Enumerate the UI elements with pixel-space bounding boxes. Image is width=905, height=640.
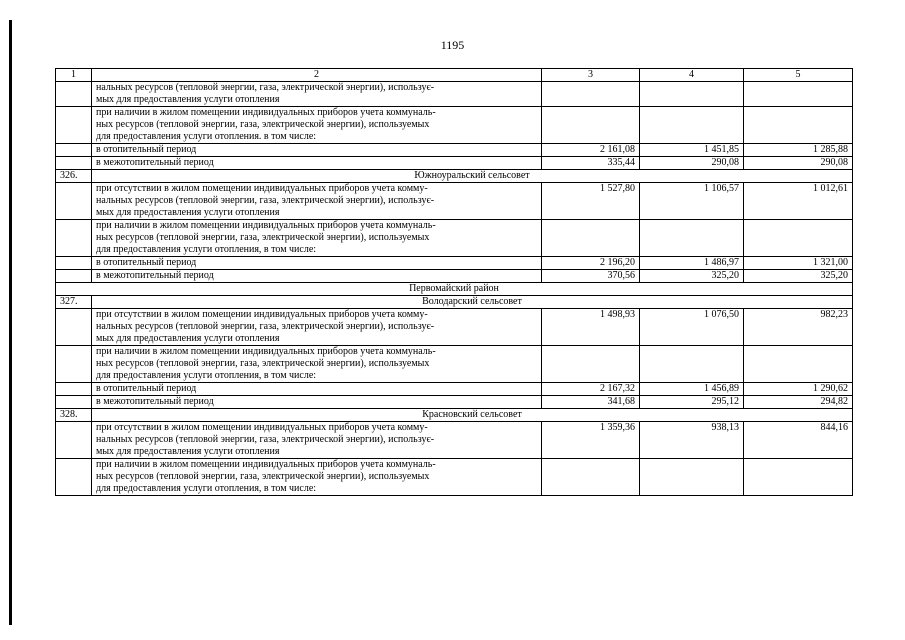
value-cell-c4: 290,08	[640, 157, 744, 170]
description-cell	[92, 346, 542, 383]
description-line: при отсутствии в жилом помещении индивидуальных приборов учета комму-	[96, 422, 428, 433]
row-number-cell	[56, 309, 92, 346]
section-number: 326.	[56, 170, 92, 183]
description-line: нальных ресурсов (тепловой энергии, газа, электрической энергии), использує-	[96, 321, 435, 332]
description-cell	[92, 396, 542, 409]
table-row	[56, 107, 853, 144]
header-cell: 5	[744, 69, 853, 82]
description-cell	[92, 309, 542, 346]
section-title: Южноуральский сельсовет	[92, 170, 853, 183]
description-line: нальных ресурсов (тепловой энергии, газа, электрической энергии), использує-	[96, 82, 435, 93]
description-cell	[92, 144, 542, 157]
value-cell-c3: 2 167,32	[542, 383, 640, 396]
section-row	[56, 296, 853, 309]
table-row	[56, 383, 853, 396]
value-cell-c4: 1 486,97	[640, 257, 744, 270]
value-cell-c4	[640, 346, 744, 383]
value-cell-c3	[542, 82, 640, 107]
description-line: в отопительный период	[96, 257, 197, 268]
value-cell-c3: 370,56	[542, 270, 640, 283]
section-number: 327.	[56, 296, 92, 309]
value-cell-c4	[640, 107, 744, 144]
description-line: ных ресурсов (тепловой энергии, газа, электрической энергии), используемых	[96, 232, 430, 243]
description-line: в отопительный период	[96, 383, 197, 394]
value-cell-c4: 1 106,57	[640, 183, 744, 220]
section-row	[56, 170, 853, 183]
header-cell: 4	[640, 69, 744, 82]
row-number-cell	[56, 183, 92, 220]
table-row	[56, 270, 853, 283]
description-cell	[92, 107, 542, 144]
row-number-cell	[56, 144, 92, 157]
description-line: ных ресурсов (тепловой энергии, газа, электрической энергии), используемых	[96, 119, 430, 130]
table-row	[56, 422, 853, 459]
header-cell: 2	[92, 69, 542, 82]
value-cell-c5	[744, 107, 853, 144]
description-cell	[92, 157, 542, 170]
value-cell-c5: 290,08	[744, 157, 853, 170]
description-line: при отсутствии в жилом помещении индивидуальных приборов учета комму-	[96, 183, 428, 194]
description-line: мых для предоставления услуги отопления	[96, 446, 280, 457]
table-row	[56, 82, 853, 107]
value-cell-c5: 1 285,88	[744, 144, 853, 157]
description-cell	[92, 82, 542, 107]
row-number-cell	[56, 383, 92, 396]
header-row	[56, 69, 853, 82]
value-cell-c5: 294,82	[744, 396, 853, 409]
header-cell: 1	[56, 69, 92, 82]
section-row	[56, 409, 853, 422]
value-cell-c5	[744, 459, 853, 496]
value-cell-c5	[744, 82, 853, 107]
value-cell-c3	[542, 107, 640, 144]
description-line: нальных ресурсов (тепловой энергии, газа, электрической энергии), использує-	[96, 195, 435, 206]
value-cell-c4: 1 451,85	[640, 144, 744, 157]
description-line: в отопительный период	[96, 144, 197, 155]
description-cell	[92, 257, 542, 270]
value-cell-c5	[744, 220, 853, 257]
description-line: мых для предоставления услуги отопления	[96, 94, 280, 105]
description-line: ных ресурсов (тепловой энергии, газа, электрической энергии), используемых	[96, 471, 430, 482]
row-number-cell	[56, 220, 92, 257]
tariff-table	[55, 68, 853, 496]
header-cell: 3	[542, 69, 640, 82]
value-cell-c3: 2 161,08	[542, 144, 640, 157]
description-line: в межотопительный период	[96, 157, 214, 168]
description-cell	[92, 422, 542, 459]
description-line: мых для предоставления услуги отопления	[96, 333, 280, 344]
table-row	[56, 157, 853, 170]
table-row	[56, 220, 853, 257]
description-line: для предоставления услуги отопления, в том числе:	[96, 244, 317, 255]
value-cell-c4: 1 456,89	[640, 383, 744, 396]
table-row	[56, 144, 853, 157]
value-cell-c3	[542, 220, 640, 257]
description-cell	[92, 220, 542, 257]
binding-edge-bar	[9, 20, 12, 625]
value-cell-c4: 1 076,50	[640, 309, 744, 346]
table-row	[56, 396, 853, 409]
value-cell-c3: 335,44	[542, 157, 640, 170]
row-number-cell	[56, 107, 92, 144]
description-cell	[92, 183, 542, 220]
description-line: ных ресурсов (тепловой энергии, газа, электрической энергии), используемых	[96, 358, 430, 369]
row-number-cell	[56, 82, 92, 107]
description-line: мых для предоставления услуги отопления	[96, 207, 280, 218]
section-number: 328.	[56, 409, 92, 422]
description-line: для предоставления услуги отопления, в том числе:	[96, 370, 317, 381]
value-cell-c3: 341,68	[542, 396, 640, 409]
value-cell-c3: 1 527,80	[542, 183, 640, 220]
value-cell-c3: 1 498,93	[542, 309, 640, 346]
description-line: в межотопительный период	[96, 396, 214, 407]
description-cell	[92, 270, 542, 283]
table-row	[56, 183, 853, 220]
description-line: для предоставления услуги отопления, в том числе:	[96, 483, 317, 494]
section-title: Володарский сельсовет	[92, 296, 853, 309]
table-row	[56, 346, 853, 383]
section-title: Красновский сельсовет	[92, 409, 853, 422]
value-cell-c4	[640, 220, 744, 257]
row-number-cell	[56, 346, 92, 383]
description-cell	[92, 459, 542, 496]
description-line: в межотопительный период	[96, 270, 214, 281]
description-line: нальных ресурсов (тепловой энергии, газа, электрической энергии), использує-	[96, 434, 435, 445]
value-cell-c5: 325,20	[744, 270, 853, 283]
description-line: при отсутствии в жилом помещении индивидуальных приборов учета комму-	[96, 309, 428, 320]
row-number-cell	[56, 459, 92, 496]
description-line: при наличии в жилом помещении индивидуальных приборов учета коммуналь-	[96, 346, 436, 357]
value-cell-c5: 1 290,62	[744, 383, 853, 396]
value-cell-c3	[542, 346, 640, 383]
page-number: 1195	[440, 38, 465, 52]
value-cell-c4: 938,13	[640, 422, 744, 459]
value-cell-c4: 325,20	[640, 270, 744, 283]
value-cell-c5: 982,23	[744, 309, 853, 346]
value-cell-c4	[640, 82, 744, 107]
value-cell-c4: 295,12	[640, 396, 744, 409]
row-number-cell	[56, 157, 92, 170]
district-row	[56, 283, 853, 296]
value-cell-c3: 2 196,20	[542, 257, 640, 270]
table-row	[56, 257, 853, 270]
table-row	[56, 459, 853, 496]
value-cell-c5: 1 321,00	[744, 257, 853, 270]
row-number-cell	[56, 257, 92, 270]
row-number-cell	[56, 396, 92, 409]
table-row	[56, 309, 853, 346]
value-cell-c4	[640, 459, 744, 496]
description-cell	[92, 383, 542, 396]
description-line: при наличии в жилом помещении индивидуальных приборов учета коммуналь-	[96, 459, 436, 470]
description-line: при наличии в жилом помещении индивидуальных приборов учета коммуналь-	[96, 220, 436, 231]
value-cell-c3: 1 359,36	[542, 422, 640, 459]
description-line: при наличии в жилом помещении индивидуальных приборов учета коммуналь-	[96, 107, 436, 118]
description-line: для предоставления услуги отопления. в том числе:	[96, 131, 317, 142]
value-cell-c5: 844,16	[744, 422, 853, 459]
value-cell-c5	[744, 346, 853, 383]
district-title: Первомайский район	[56, 283, 853, 296]
row-number-cell	[56, 270, 92, 283]
value-cell-c3	[542, 459, 640, 496]
value-cell-c5: 1 012,61	[744, 183, 853, 220]
row-number-cell	[56, 422, 92, 459]
